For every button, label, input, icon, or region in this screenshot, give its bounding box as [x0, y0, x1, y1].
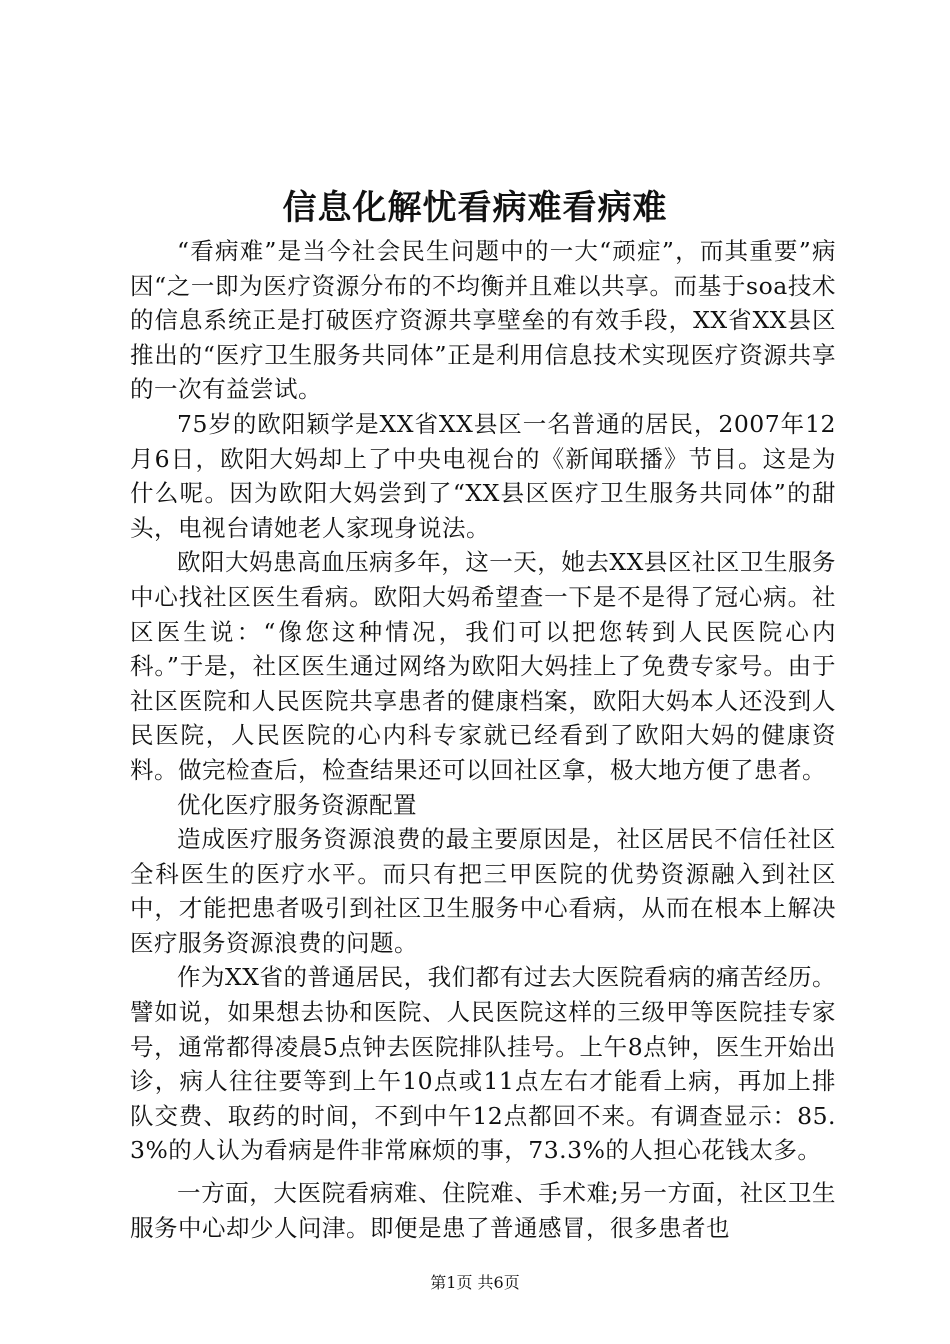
paragraph-ouyang-intro: 75岁的欧阳颖学是XX省XX县区一名普通的居民，2007年12月6日，欧阳大妈却上了中央电视台的《新闻联播》节目。这是为什么呢。因为欧阳大妈尝到了“XX县区医疗卫生服务共同体”的甜头，电视台请她老人家现身说法。	[130, 409, 836, 542]
document-title: 信息化解忧看病难看病难	[282, 188, 668, 228]
paragraph-intro: “看病难”是当今社会民生问题中的一大“顽症”，而其重要”病因“之一即为医疗资源分布的不均衡并且难以共享。而基于soa技术的信息系统正是打破医疗资源共享壁垒的有效手段，XX省XX县区推出的“医疗卫生服务共同体”正是利用信息技术实现医疗资源共享的一次有益尝试。	[130, 237, 836, 404]
paragraph-resource-waste: 造成医疗服务资源浪费的最主要原因是，社区居民不信任社区全科医生的医疗水平。而只有把三甲医院的优势资源融入到社区中，才能把患者吸引到社区卫生服务中心看病，从而在根本上解决医疗服务资源浪费的问题。	[130, 825, 836, 957]
paragraph-on-one-hand: 一方面，大医院看病难、住院难、手术难;另一方面，社区卫生服务中心却少人问津。即便是患了普通感冒，很多患者也	[130, 1179, 836, 1242]
paragraph-hospital-experience: 作为XX省的普通居民，我们都有过去大医院看病的痛苦经历。譬如说，如果想去协和医院、人民医院这样的三级甲等医院挂专家号，通常都得凌晨5点钟去医院排队挂号。上午8点钟，医生开始出诊，病人往往要等到上午10点或11点左右才能看上病，再加上排队交费、取药的时间，不到中午12点都回不来。有调查显示：85.3%的人认为看病是件非常麻烦的事，73.3%的人担心花钱太多。	[130, 963, 836, 1165]
page-footer: 第1页 共6页	[430, 1273, 520, 1292]
paragraph-ouyang-story: 欧阳大妈患高血压病多年，这一天，她去XX县区社区卫生服务中心找社区医生看病。欧阳大妈希望查一下是不是得了冠心病。社区医生说：“像您这种情况，我们可以把您转到人民医院心内科。”于是，社区医生通过网络为欧阳大妈挂上了免费专家号。由于社区医院和人民医院共享患者的健康档案，欧阳大妈本人还没到人民医院，人民医院的心内科专家就已经看到了欧阳大妈的健康资料。做完检查后，检查结果还可以回社区拿，极大地方便了患者。	[130, 548, 836, 784]
section-heading: 优化医疗服务资源配置	[177, 790, 417, 819]
document-body	[130, 234, 836, 1245]
